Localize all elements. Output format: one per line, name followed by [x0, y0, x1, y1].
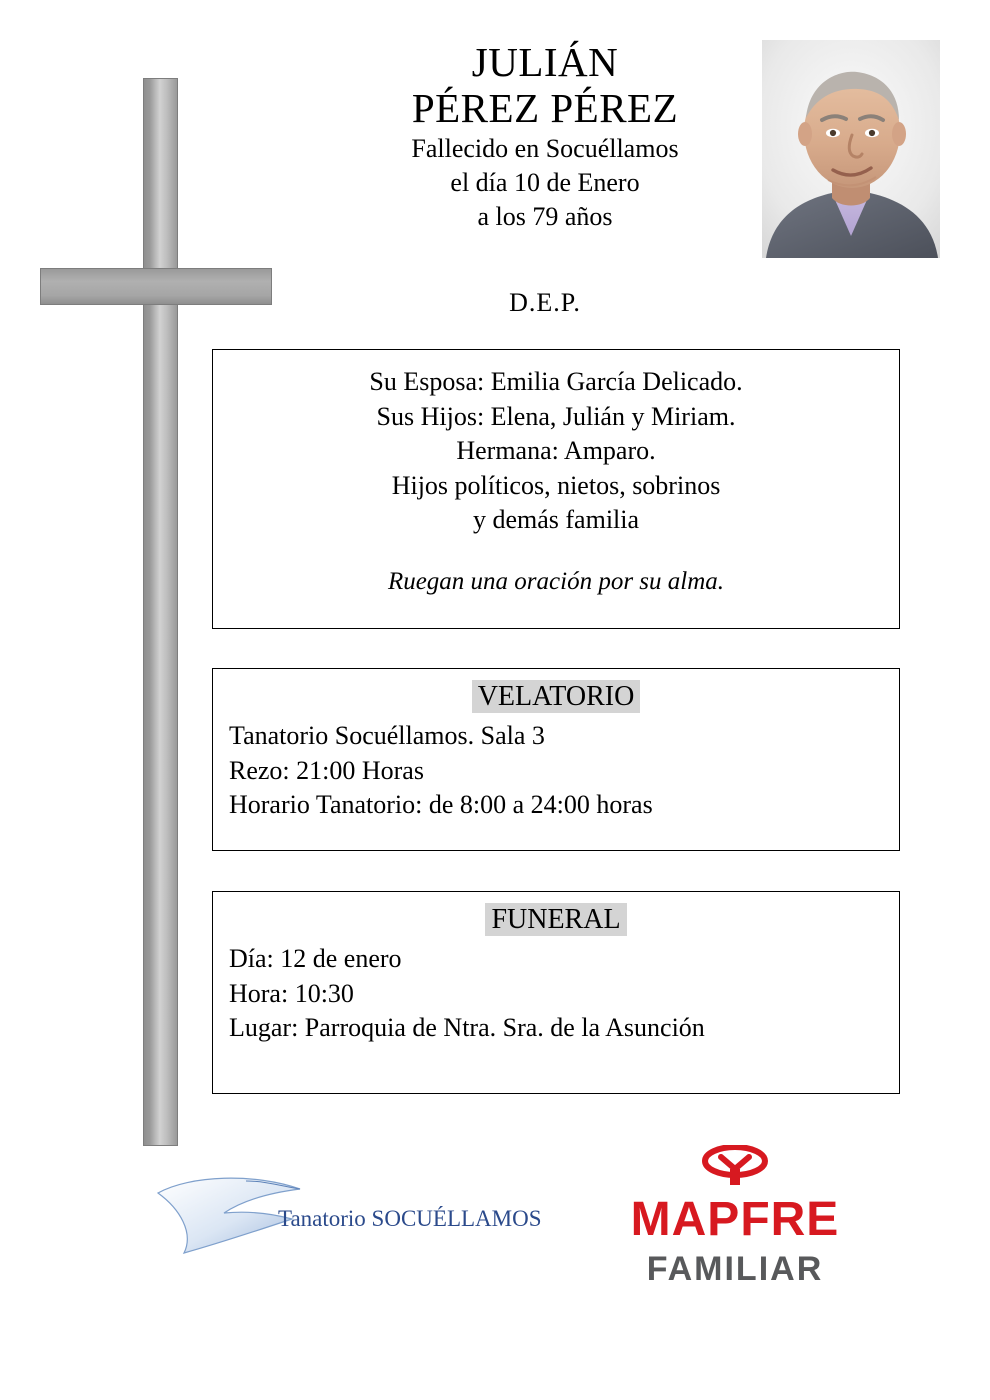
mapfre-logo [610, 1145, 860, 1288]
funeral-heading-label: FUNERAL [485, 903, 626, 936]
death-age: a los 79 años [477, 202, 613, 232]
tanatorio-logo-text: Tanatorio SOCUÉLLAMOS [278, 1206, 542, 1231]
velatorio-line: Tanatorio Socuéllamos. Sala 3 [229, 721, 545, 750]
velatorio-box [212, 668, 900, 851]
family-line: y demás familia [472, 505, 640, 535]
velatorio-heading-label: VELATORIO [472, 680, 641, 713]
mapfre-familiar-label: FAMILIAR [646, 1250, 824, 1288]
deceased-portrait-photo [762, 40, 940, 258]
dep-text: D.E.P. [509, 288, 581, 317]
velatorio-line: Rezo: 21:00 Horas [229, 755, 424, 785]
family-lines [213, 350, 899, 538]
mapfre-symbol-icon [685, 1145, 785, 1189]
funeral-box [212, 891, 900, 1094]
family-line: Sus Hijos: Elena, Julián y Miriam. [376, 401, 736, 431]
funeral-heading [213, 892, 899, 936]
family-line: Su Esposa: Emilia García Delicado. [369, 367, 743, 396]
funeral-line: Día: 12 de enero [229, 944, 402, 973]
deceased-header [300, 40, 790, 235]
deceased-first-name: JULIÁN [471, 39, 619, 85]
family-line: Hijos políticos, nietos, sobrinos [391, 470, 721, 500]
death-date: el día 10 de Enero [450, 168, 640, 198]
cross-horizontal-beam [40, 268, 272, 305]
cross-vertical-beam [143, 78, 178, 1146]
velatorio-line: Horario Tanatorio: de 8:00 a 24:00 horas [229, 790, 653, 820]
prayer-request: Ruegan una oración por su alma. [387, 567, 725, 595]
death-place: Fallecido en Socuéllamos [411, 133, 679, 163]
funeral-line: Hora: 10:30 [229, 978, 354, 1008]
family-box [212, 349, 900, 629]
funeral-lines [213, 936, 899, 1046]
deceased-surnames: PÉREZ PÉREZ [411, 84, 679, 131]
velatorio-heading [213, 669, 899, 713]
velatorio-lines [213, 713, 899, 823]
funeral-line: Lugar: Parroquia de Ntra. Sra. de la Asunción [229, 1013, 705, 1043]
mapfre-wordmark: MAPFRE [630, 1193, 840, 1246]
family-line: Hermana: Amparo. [456, 436, 656, 466]
